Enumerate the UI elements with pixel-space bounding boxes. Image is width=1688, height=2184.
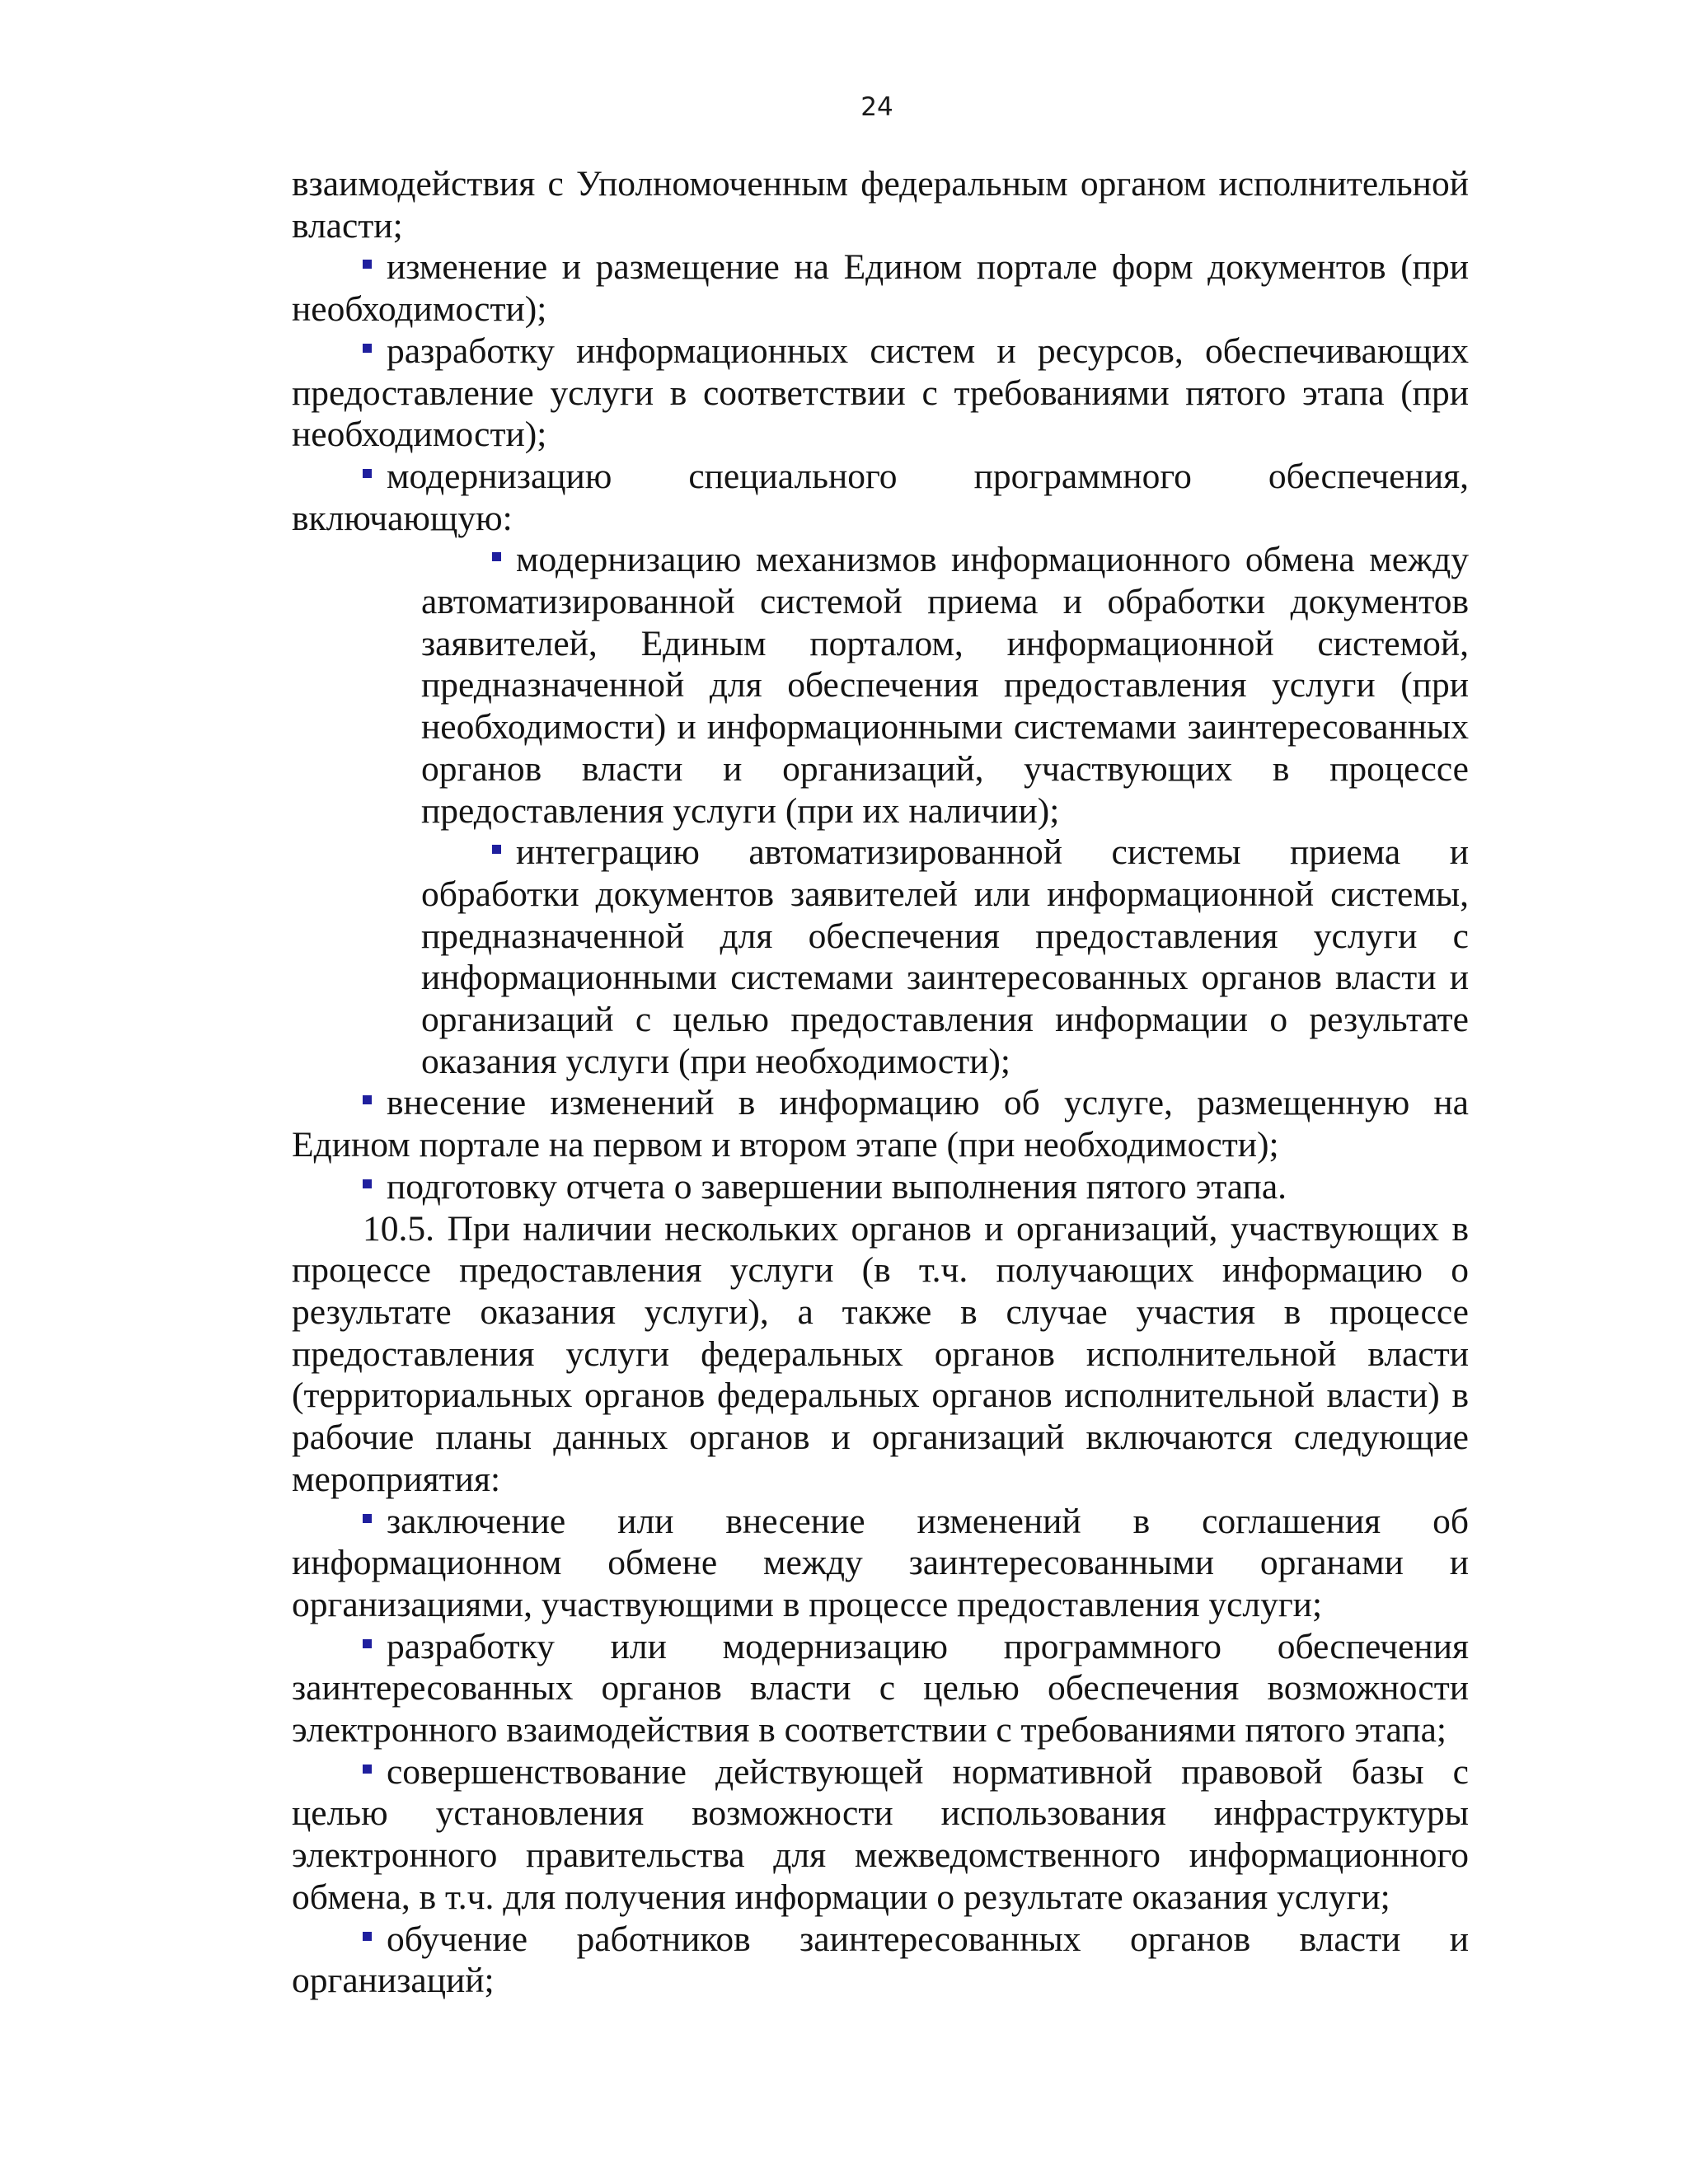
list-item: [292, 246, 1469, 330]
list-item-text: интеграцию автоматизированной системы приема и обработки документов заявителей или информационной системы, предназначенной для обеспечения предоставления услуги с информационными системами заинтересованных органов власти и организаций с целью предоставления информации о результате оказания услуги (при необходимости);: [421, 832, 1469, 1081]
list-item-text: подготовку отчета о завершении выполнения пятого этапа.: [387, 1166, 1287, 1207]
square-bullet-icon: [363, 260, 372, 269]
square-bullet-icon: [363, 1765, 372, 1774]
list-item: [292, 1082, 1469, 1165]
paragraph-text: 10.5. При наличии нескольких органов и организаций, участвующих в процессе предоставления услуги (в т.ч. получающих информацию о результате оказания услуги), а также в случае участия в процессе предоставления услуги федеральных органов исполнительной власти (территориальных органов федеральных органов исполнительной власти) в рабочие планы данных органов и организаций включаются следующие мероприятия:: [292, 1208, 1469, 1499]
square-bullet-icon: [363, 344, 372, 353]
list-item-text: модернизацию механизмов информационного обмена между автоматизированной системой приема и обработки документов заявителей, Единым порталом, информационной системой, предназначенной для обеспечения предоставления услуги (при необходимости) и информационными системами заинтересованных органов власти и организаций, участвующих в процессе предоставления услуги (при их наличии);: [421, 540, 1469, 831]
square-bullet-icon: [363, 1932, 372, 1941]
list-item-text: разработку информационных систем и ресурсов, обеспечивающих предоставление услуги в соответствии с требованиями пятого этапа (при необходимости);: [292, 330, 1469, 455]
list-item-text: разработку или модернизацию программного обеспечения заинтересованных органов власти с целью обеспечения возможности электронного взаимодействия в соответствии с требованиями пятого этапа;: [292, 1626, 1469, 1750]
square-bullet-icon: [363, 1095, 372, 1104]
page-number: 24: [860, 92, 893, 122]
list-item-text: изменение и размещение на Едином портале форм документов (при необходимости);: [292, 247, 1469, 330]
list-item: [292, 330, 1469, 456]
list-item: [292, 456, 1469, 539]
document-body: [292, 163, 1469, 2002]
paragraph-text: взаимодействия с Уполномоченным федеральным органом исполнительной власти;: [292, 164, 1469, 246]
square-bullet-icon: [363, 1639, 372, 1648]
list-item: [292, 1166, 1469, 1208]
square-bullet-icon: [363, 1514, 372, 1523]
square-bullet-icon: [363, 1179, 372, 1188]
section-paragraph: [292, 1208, 1469, 1501]
square-bullet-icon: [492, 845, 501, 854]
square-bullet-icon: [363, 469, 372, 478]
list-item: [292, 1919, 1469, 2002]
list-item-text: внесение изменений в информацию об услуге, размещенную на Едином портале на первом и втором этапе (при необходимости);: [292, 1083, 1469, 1165]
list-item-text: заключение или внесение изменений в соглашения об информационном обмене между заинтересованными органами и организациями, участвующими в процессе предоставления услуги;: [292, 1501, 1469, 1624]
list-item-text: модернизацию специального программного обеспечения, включающую:: [292, 456, 1469, 538]
paragraph: [292, 163, 1469, 246]
nested-list-item: [421, 539, 1469, 832]
list-item: [292, 1751, 1469, 1919]
list-item: [292, 1501, 1469, 1626]
list-item-text: обучение работников заинтересованных органов власти и организаций;: [292, 1919, 1469, 2001]
square-bullet-icon: [492, 552, 501, 561]
list-item-text: совершенствование действующей нормативной правовой базы с целью установления возможности использования инфраструктуры электронного правительства для межведомственного информационного обмена, в т.ч. для получения информации о результате оказания услуги;: [292, 1751, 1469, 1917]
list-item: [292, 1626, 1469, 1751]
nested-list-item: [421, 832, 1469, 1082]
